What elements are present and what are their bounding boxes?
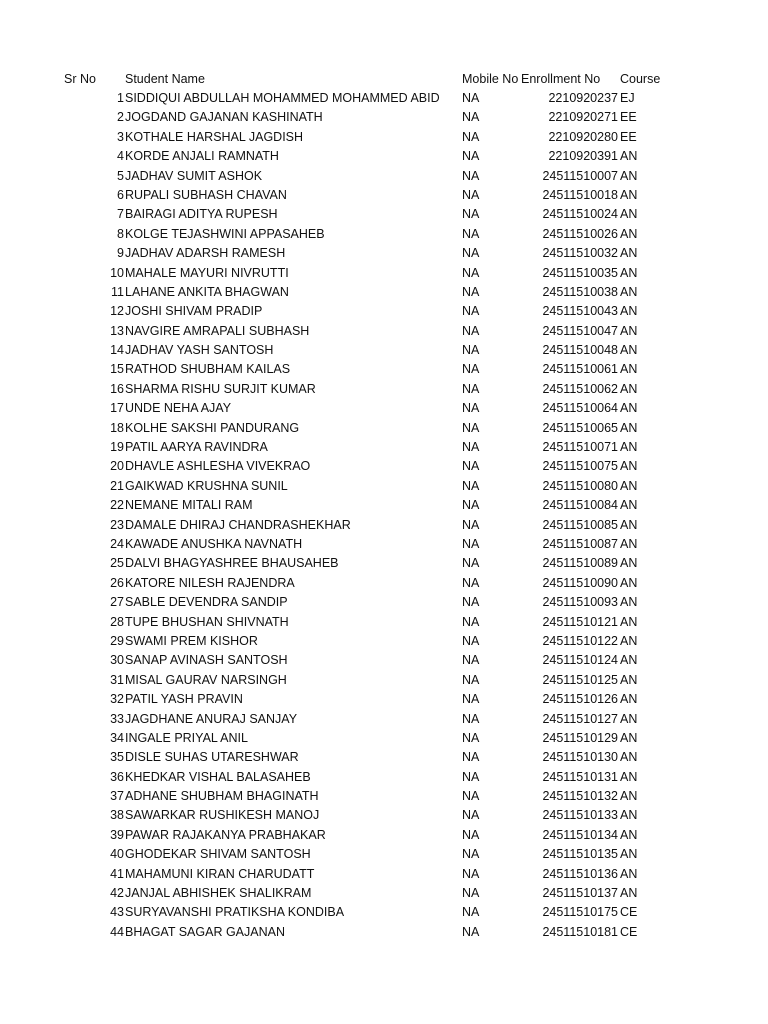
course-cell: AN <box>620 808 638 823</box>
student-name-cell: MAHALE MAYURI NIVRUTTI <box>125 265 289 280</box>
student-name-cell: JADHAV SUMIT ASHOK <box>125 168 263 183</box>
table-row <box>0 438 768 457</box>
sr-no-cell: 18 <box>110 420 124 435</box>
student-name-cell: NAVGIRE AMRAPALI SUBHASH <box>125 323 310 338</box>
enrollment-no-cell: 24511510089 <box>542 556 618 571</box>
table-row <box>0 477 768 496</box>
course-cell: AN <box>620 575 638 590</box>
student-name-cell: ADHANE SHUBHAM BHAGINATH <box>125 789 319 804</box>
enrollment-no-cell: 2210920271 <box>548 110 618 125</box>
student-name-cell: DHAVLE ASHLESHA VIVEKRAO <box>125 459 311 474</box>
mobile-no-cell: NA <box>462 129 480 144</box>
student-name-cell: RUPALI SUBHASH CHAVAN <box>125 187 287 202</box>
mobile-no-cell: NA <box>462 498 480 513</box>
table-row <box>0 884 768 903</box>
student-name-cell: SURYAVANSHI PRATIKSHA KONDIBA <box>125 905 345 920</box>
table-row <box>0 457 768 476</box>
course-cell: AN <box>620 711 638 726</box>
course-cell: EJ <box>620 91 635 105</box>
enrollment-no-cell: 24511510080 <box>542 478 618 493</box>
sr-no-cell: 33 <box>110 711 124 726</box>
sr-no-cell: 24 <box>110 536 124 551</box>
course-cell: AN <box>620 440 638 455</box>
table-row <box>0 690 768 709</box>
enrollment-no-cell: 24511510018 <box>542 187 618 202</box>
course-cell: AN <box>620 478 638 493</box>
enrollment-no-cell: 24511510071 <box>542 440 618 455</box>
student-name-cell: MAHAMUNI KIRAN CHARUDATT <box>125 866 315 881</box>
course-cell: AN <box>620 459 638 474</box>
student-name-cell: JADHAV YASH SANTOSH <box>125 343 274 358</box>
course-cell: AN <box>620 827 638 842</box>
sr-no-cell: 36 <box>110 769 124 784</box>
enrollment-no-cell: 24511510136 <box>542 866 618 881</box>
sr-no-cell: 17 <box>110 401 124 416</box>
sr-no-cell: 22 <box>110 498 124 513</box>
enrollment-no-cell: 24511510048 <box>542 343 618 358</box>
mobile-no-cell: NA <box>462 226 480 241</box>
mobile-no-cell: NA <box>462 808 480 823</box>
mobile-no-cell: NA <box>462 265 480 280</box>
mobile-no-cell: NA <box>462 556 480 571</box>
sr-no-cell: 31 <box>110 672 124 687</box>
enrollment-no-cell: 24511510175 <box>542 905 618 920</box>
table-row <box>0 516 768 535</box>
sr-no-cell: 20 <box>110 459 124 474</box>
table-row <box>0 147 768 166</box>
sr-no-cell: 12 <box>110 304 124 319</box>
mobile-no-cell: NA <box>462 110 480 125</box>
student-name-cell: DALVI BHAGYASHREE BHAUSAHEB <box>125 556 339 571</box>
table-row <box>0 205 768 224</box>
student-name-cell: GHODEKAR SHIVAM SANTOSH <box>125 847 311 862</box>
sr-no-cell: 7 <box>117 207 124 222</box>
enrollment-no-cell: 24511510062 <box>542 381 618 396</box>
enrollment-no-cell: 24511510032 <box>542 246 618 261</box>
student-name-cell: KHEDKAR VISHAL BALASAHEB <box>125 769 311 784</box>
mobile-no-cell: NA <box>462 672 480 687</box>
student-name-cell: BHAGAT SAGAR GAJANAN <box>125 924 285 939</box>
mobile-no-cell: NA <box>462 149 480 164</box>
mobile-no-cell: NA <box>462 440 480 455</box>
table-row <box>0 89 768 108</box>
enrollment-no-cell: 24511510047 <box>542 323 618 338</box>
table-row <box>0 554 768 573</box>
course-cell: EE <box>620 110 637 125</box>
sr-no-cell: 8 <box>117 226 124 241</box>
mobile-no-cell: NA <box>462 653 480 668</box>
enrollment-no-cell: 24511510026 <box>542 226 618 241</box>
table-row <box>0 845 768 864</box>
course-cell: AN <box>620 265 638 280</box>
mobile-no-cell: NA <box>462 711 480 726</box>
enrollment-no-cell: 24511510137 <box>542 886 618 901</box>
student-name-cell: KOLHE SAKSHI PANDURANG <box>125 420 300 435</box>
table-row <box>0 787 768 806</box>
table-row <box>0 108 768 127</box>
mobile-no-cell: NA <box>462 91 480 105</box>
sr-no-cell: 23 <box>110 517 124 532</box>
course-cell: AN <box>620 595 638 610</box>
course-cell: AN <box>620 498 638 513</box>
sr-no-cell: 21 <box>110 478 124 493</box>
student-name-cell: SHARMA RISHU SURJIT KUMAR <box>125 381 316 396</box>
sr-no-cell: 5 <box>117 168 124 183</box>
sr-no-cell: 27 <box>110 595 124 610</box>
course-cell: EE <box>620 129 637 144</box>
enrollment-no-cell: 24511510065 <box>542 420 618 435</box>
sr-no-cell: 19 <box>110 440 124 455</box>
course-cell: AN <box>620 149 638 164</box>
table-row <box>0 186 768 205</box>
enrollment-no-cell: 24511510181 <box>542 924 618 939</box>
header-student-name: Student Name <box>125 72 205 86</box>
course-cell: AN <box>620 866 638 881</box>
table-row <box>0 128 768 147</box>
mobile-no-cell: NA <box>462 536 480 551</box>
course-cell: AN <box>620 653 638 668</box>
student-name-cell: DAMALE DHIRAJ CHANDRASHEKHAR <box>125 517 351 532</box>
enrollment-no-cell: 2210920391 <box>548 149 618 164</box>
enrollment-no-cell: 24511510127 <box>542 711 618 726</box>
course-cell: AN <box>620 750 638 765</box>
header-course: Course <box>620 72 661 86</box>
mobile-no-cell: NA <box>462 614 480 629</box>
mobile-no-cell: NA <box>462 886 480 901</box>
sr-no-cell: 43 <box>110 905 124 920</box>
enrollment-no-cell: 24511510064 <box>542 401 618 416</box>
enrollment-no-cell: 24511510075 <box>542 459 618 474</box>
table-row <box>0 244 768 263</box>
sr-no-cell: 11 <box>111 284 124 299</box>
student-name-cell: BAIRAGI ADITYA RUPESH <box>125 207 278 222</box>
table-row <box>0 167 768 186</box>
enrollment-no-cell: 24511510035 <box>542 265 618 280</box>
sr-no-cell: 13 <box>110 323 124 338</box>
mobile-no-cell: NA <box>462 343 480 358</box>
sr-no-cell: 15 <box>110 362 124 377</box>
course-cell: AN <box>620 730 638 745</box>
sr-no-cell: 14 <box>110 343 124 358</box>
sr-no-cell: 41 <box>110 866 124 881</box>
course-cell: AN <box>620 381 638 396</box>
sr-no-cell: 2 <box>117 110 124 125</box>
header-sr-no: Sr No <box>64 72 96 86</box>
table-row <box>0 399 768 418</box>
enrollment-no-cell: 24511510038 <box>542 284 618 299</box>
sr-no-cell: 40 <box>110 847 124 862</box>
sr-no-cell: 35 <box>110 750 124 765</box>
sr-no-cell: 26 <box>110 575 124 590</box>
enrollment-no-cell: 24511510007 <box>542 168 618 183</box>
student-name-cell: JOSHI SHIVAM PRADIP <box>125 304 263 319</box>
enrollment-no-cell: 24511510126 <box>542 692 618 707</box>
table-row <box>0 651 768 670</box>
course-cell: AN <box>620 692 638 707</box>
student-name-cell: LAHANE ANKITA BHAGWAN <box>125 284 289 299</box>
table-row <box>0 768 768 787</box>
course-cell: AN <box>620 614 638 629</box>
student-name-cell: SWAMI PREM KISHOR <box>125 633 258 648</box>
enrollment-no-cell: 24511510132 <box>542 789 618 804</box>
table-row <box>0 419 768 438</box>
mobile-no-cell: NA <box>462 575 480 590</box>
course-cell: AN <box>620 789 638 804</box>
mobile-no-cell: NA <box>462 304 480 319</box>
enrollment-no-cell: 24511510130 <box>542 750 618 765</box>
student-name-cell: DISLE SUHAS UTARESHWAR <box>125 750 299 765</box>
table-row <box>0 341 768 360</box>
mobile-no-cell: NA <box>462 847 480 862</box>
mobile-no-cell: NA <box>462 595 480 610</box>
enrollment-no-cell: 24511510087 <box>542 536 618 551</box>
student-name-cell: UNDE NEHA AJAY <box>125 401 232 416</box>
mobile-no-cell: NA <box>462 168 480 183</box>
student-name-cell: JADHAV ADARSH RAMESH <box>125 246 286 261</box>
table-row <box>0 729 768 748</box>
student-name-cell: KAWADE ANUSHKA NAVNATH <box>125 536 303 551</box>
course-cell: CE <box>620 905 638 920</box>
mobile-no-cell: NA <box>462 284 480 299</box>
student-name-cell: PATIL YASH PRAVIN <box>125 692 243 707</box>
table-row <box>0 632 768 651</box>
student-name-cell: NEMANE MITALI RAM <box>125 498 253 513</box>
course-cell: AN <box>620 246 638 261</box>
student-name-cell: JOGDAND GAJANAN KASHINATH <box>125 110 323 125</box>
table-row <box>0 535 768 554</box>
mobile-no-cell: NA <box>462 827 480 842</box>
enrollment-no-cell: 24511510043 <box>542 304 618 319</box>
course-cell: AN <box>620 168 638 183</box>
table-row <box>0 264 768 283</box>
student-name-cell: SIDDIQUI ABDULLAH MOHAMMED MOHAMMED ABID <box>125 91 440 105</box>
course-cell: AN <box>620 556 638 571</box>
mobile-no-cell: NA <box>462 459 480 474</box>
mobile-no-cell: NA <box>462 730 480 745</box>
course-cell: AN <box>620 362 638 377</box>
enrollment-no-cell: 24511510084 <box>542 498 618 513</box>
course-cell: AN <box>620 323 638 338</box>
course-cell: AN <box>620 886 638 901</box>
course-cell: AN <box>620 284 638 299</box>
sr-no-cell: 1 <box>117 91 124 105</box>
table-row <box>0 593 768 612</box>
course-cell: CE <box>620 924 638 939</box>
sr-no-cell: 9 <box>117 246 124 261</box>
mobile-no-cell: NA <box>462 207 480 222</box>
table-row <box>0 826 768 845</box>
enrollment-no-cell: 24511510135 <box>542 847 618 862</box>
table-row <box>0 806 768 825</box>
student-name-cell: SABLE DEVENDRA SANDIP <box>125 595 288 610</box>
course-cell: AN <box>620 536 638 551</box>
sr-no-cell: 4 <box>117 149 124 164</box>
table-row <box>0 671 768 690</box>
enrollment-no-cell: 2210920280 <box>548 129 618 144</box>
student-name-cell: SANAP AVINASH SANTOSH <box>125 653 288 668</box>
mobile-no-cell: NA <box>462 401 480 416</box>
table-row <box>0 360 768 379</box>
sr-no-cell: 34 <box>110 730 124 745</box>
student-name-cell: GAIKWAD KRUSHNA SUNIL <box>125 478 288 493</box>
mobile-no-cell: NA <box>462 381 480 396</box>
mobile-no-cell: NA <box>462 362 480 377</box>
enrollment-no-cell: 24511510124 <box>542 653 618 668</box>
table-row <box>0 322 768 341</box>
student-name-cell: PATIL AARYA RAVINDRA <box>125 440 268 455</box>
enrollment-no-cell: 2210920237 <box>548 91 618 105</box>
table-row <box>0 903 768 922</box>
course-cell: AN <box>620 343 638 358</box>
mobile-no-cell: NA <box>462 633 480 648</box>
course-cell: AN <box>620 304 638 319</box>
course-cell: AN <box>620 769 638 784</box>
header-mobile-no: Mobile No <box>462 72 519 86</box>
enrollment-no-cell: 24511510134 <box>542 827 618 842</box>
mobile-no-cell: NA <box>462 246 480 261</box>
course-cell: AN <box>620 633 638 648</box>
course-cell: AN <box>620 401 638 416</box>
sr-no-cell: 29 <box>110 633 124 648</box>
table-row <box>0 283 768 302</box>
course-cell: AN <box>620 207 638 222</box>
student-name-cell: PAWAR RAJAKANYA PRABHAKAR <box>125 827 326 842</box>
course-cell: AN <box>620 187 638 202</box>
enrollment-no-cell: 24511510085 <box>542 517 618 532</box>
enrollment-no-cell: 24511510121 <box>542 614 618 629</box>
enrollment-no-cell: 24511510133 <box>542 808 618 823</box>
mobile-no-cell: NA <box>462 692 480 707</box>
sr-no-cell: 38 <box>110 808 124 823</box>
student-name-cell: KOTHALE HARSHAL JAGDISH <box>125 129 304 144</box>
table-row <box>0 923 768 942</box>
mobile-no-cell: NA <box>462 789 480 804</box>
table-row <box>0 496 768 515</box>
enrollment-no-cell: 24511510129 <box>542 730 618 745</box>
student-name-cell: SAWARKAR RUSHIKESH MANOJ <box>125 808 320 823</box>
mobile-no-cell: NA <box>462 905 480 920</box>
sr-no-cell: 16 <box>110 381 124 396</box>
table-row <box>0 613 768 632</box>
student-name-cell: RATHOD SHUBHAM KAILAS <box>125 362 291 377</box>
sr-no-cell: 39 <box>110 827 124 842</box>
student-name-cell: KATORE NILESH RAJENDRA <box>125 575 295 590</box>
course-cell: AN <box>620 517 638 532</box>
student-name-cell: TUPE BHUSHAN SHIVNATH <box>125 614 289 629</box>
sr-no-cell: 3 <box>117 129 124 144</box>
sr-no-cell: 37 <box>110 789 124 804</box>
course-cell: AN <box>620 420 638 435</box>
mobile-no-cell: NA <box>462 187 480 202</box>
enrollment-no-cell: 24511510125 <box>542 672 618 687</box>
enrollment-no-cell: 24511510131 <box>542 769 618 784</box>
course-cell: AN <box>620 672 638 687</box>
header-enrollment-no: Enrollment No <box>521 72 601 86</box>
student-name-cell: KOLGE TEJASHWINI APPASAHEB <box>125 226 325 241</box>
enrollment-no-cell: 24511510093 <box>542 595 618 610</box>
sr-no-cell: 42 <box>110 886 124 901</box>
student-rows <box>0 89 768 942</box>
enrollment-no-cell: 24511510090 <box>542 575 618 590</box>
mobile-no-cell: NA <box>462 517 480 532</box>
student-name-cell: JANJAL ABHISHEK SHALIKRAM <box>125 886 312 901</box>
mobile-no-cell: NA <box>462 420 480 435</box>
student-name-cell: INGALE PRIYAL ANIL <box>125 730 248 745</box>
sr-no-cell: 28 <box>110 614 124 629</box>
enrollment-no-cell: 24511510024 <box>542 207 618 222</box>
student-name-cell: JAGDHANE ANURAJ SANJAY <box>125 711 298 726</box>
table-row <box>0 748 768 767</box>
mobile-no-cell: NA <box>462 478 480 493</box>
mobile-no-cell: NA <box>462 323 480 338</box>
student-name-cell: KORDE ANJALI RAMNATH <box>125 149 279 164</box>
sr-no-cell: 44 <box>110 924 124 939</box>
course-cell: AN <box>620 847 638 862</box>
mobile-no-cell: NA <box>462 750 480 765</box>
student-name-cell: MISAL GAURAV NARSINGH <box>125 672 287 687</box>
sr-no-cell: 30 <box>110 653 124 668</box>
mobile-no-cell: NA <box>462 924 480 939</box>
table-row <box>0 302 768 321</box>
table-row <box>0 225 768 244</box>
sr-no-cell: 10 <box>110 265 124 280</box>
enrollment-no-cell: 24511510122 <box>542 633 618 648</box>
table-row <box>0 710 768 729</box>
mobile-no-cell: NA <box>462 769 480 784</box>
enrollment-no-cell: 24511510061 <box>542 362 618 377</box>
table-row <box>0 380 768 399</box>
table-row <box>0 574 768 593</box>
course-cell: AN <box>620 226 638 241</box>
sr-no-cell: 32 <box>110 692 124 707</box>
mobile-no-cell: NA <box>462 866 480 881</box>
sr-no-cell: 25 <box>110 556 124 571</box>
sr-no-cell: 6 <box>117 187 124 202</box>
table-row <box>0 865 768 884</box>
